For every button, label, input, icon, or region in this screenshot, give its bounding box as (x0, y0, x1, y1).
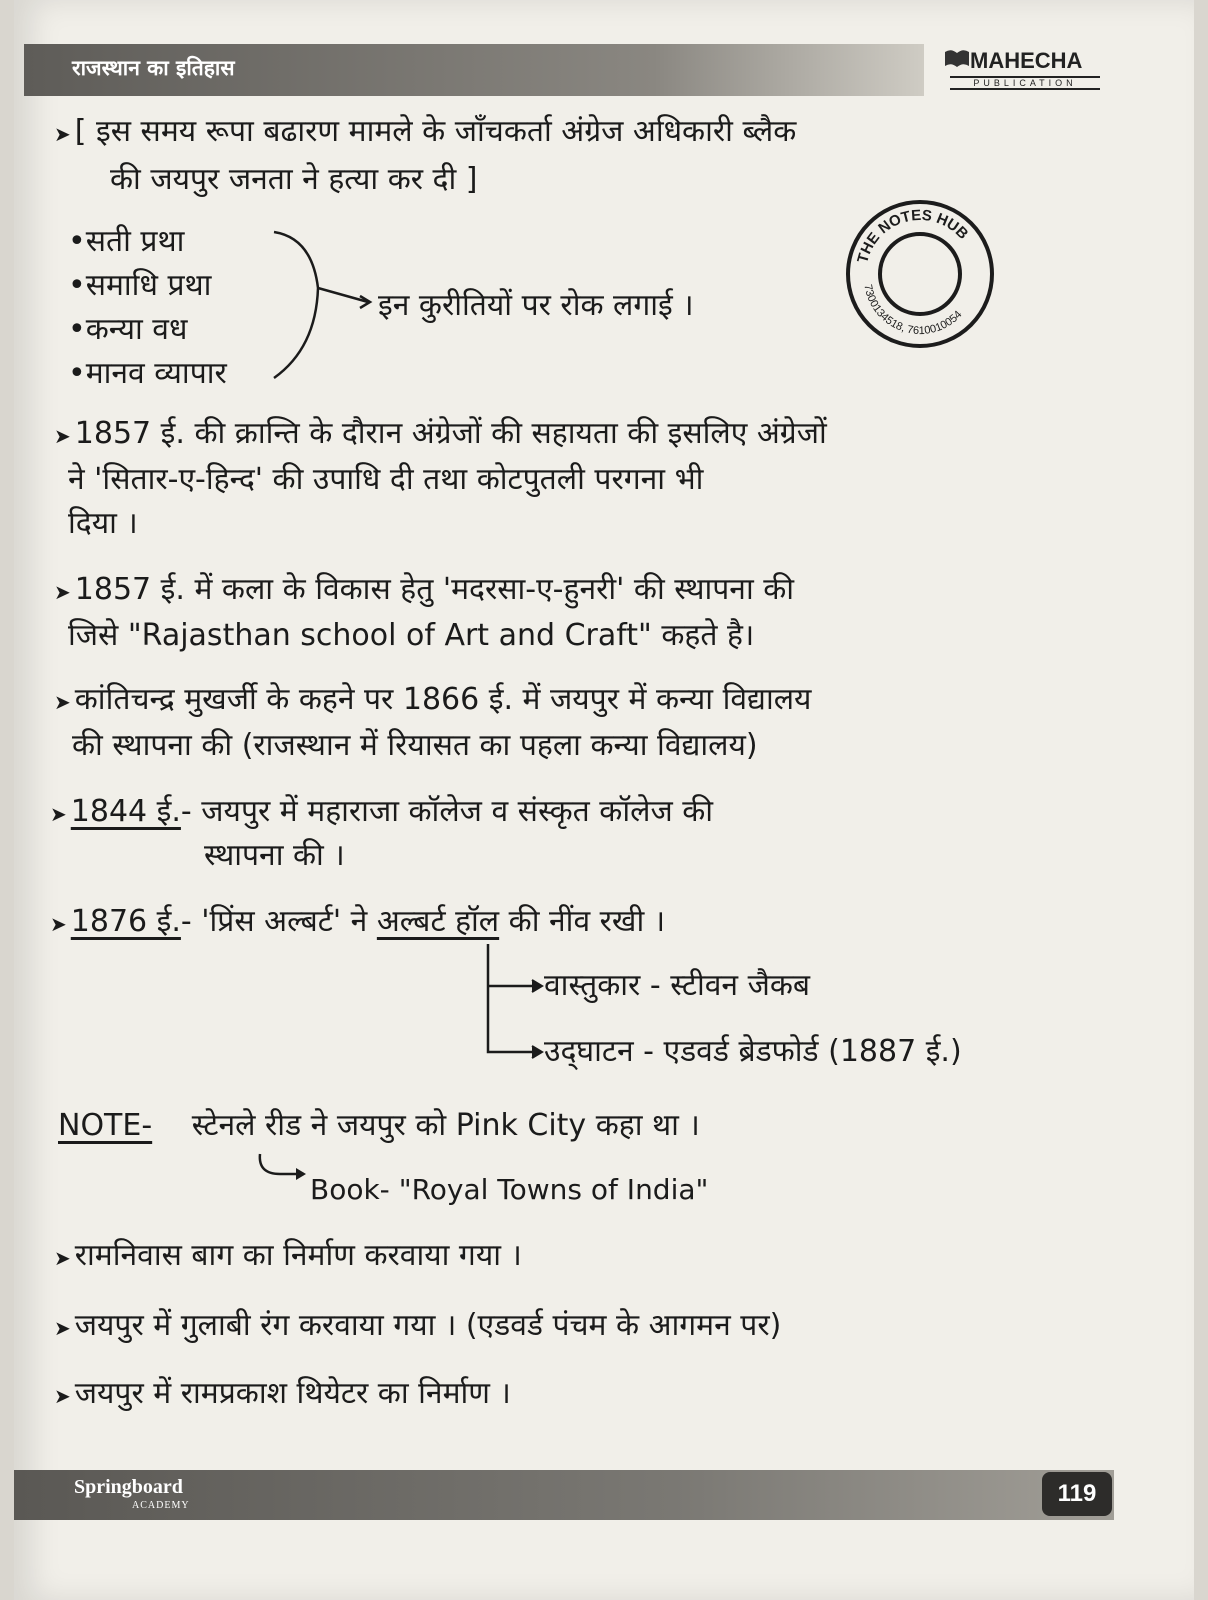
entry-black-murder-cont: की जयपुर जनता ने हत्या कर दी ] (110, 162, 478, 197)
list-item: •सती प्रथा (68, 224, 185, 259)
entry-black-murder: ➤ [ इस समय रूपा बढारण मामले के जाँचकर्ता अंग्रेज अधिकारी ब्लैक (54, 114, 797, 149)
note-label: NOTE- (58, 1108, 153, 1143)
list-item: •कन्या वध (68, 312, 188, 347)
entry-ramniwas-bagh: ➤ रामनिवास बाग का निर्माण करवाया गया । (54, 1238, 522, 1273)
arrow-bullet-icon: ➤ (54, 1246, 71, 1270)
publisher-sub: PUBLICATION (950, 76, 1100, 90)
book-icon (944, 48, 970, 70)
curved-arrow-icon (254, 1152, 314, 1188)
list-item: •मानव व्यापार (68, 356, 227, 391)
entry-1844-cont: स्थापना की । (204, 838, 345, 873)
footer-brand-sub: ACADEMY (132, 1500, 190, 1511)
arrow-bullet-icon: ➤ (54, 580, 71, 604)
entry-1857-revolution: ➤ 1857 ई. की क्रान्ति के दौरान अंग्रेजों की सहायता की इसलिए अंग्रेजों (54, 416, 827, 451)
stamp-seal-icon (844, 198, 996, 350)
branch-arrows-icon (480, 944, 550, 1084)
entry-madrasa-cont: जिसे "Rajasthan school of Art and Craft" कहते है। (68, 618, 755, 653)
arrow-bullet-icon: ➤ (54, 1316, 71, 1340)
book-page (14, 0, 1194, 1600)
arrow-bullet-icon: ➤ (50, 802, 67, 826)
publisher-logo (944, 46, 1104, 94)
publisher-name: MAHECHA (970, 48, 1083, 73)
arrow-bullet-icon: ➤ (54, 424, 71, 448)
entry-1844: ➤ 1844 ई.- जयपुर में महाराजा कॉलेज व संस्कृत कॉलेज की (50, 794, 714, 829)
notes-hub-stamp (844, 198, 996, 350)
list-result: इन कुरीतियों पर रोक लगाई । (378, 288, 694, 323)
svg-text:THE NOTES HUB: THE NOTES HUB (854, 206, 972, 265)
architect-branch: वास्तुकार - स्टीवन जैकब (544, 968, 811, 1003)
arrow-bullet-icon: ➤ (54, 1384, 71, 1408)
inauguration-branch: उद्‌घाटन - एडवर्ड ब्रेडफोर्ड (1887 ई.) (544, 1034, 962, 1069)
entry-pink-color: ➤ जयपुर में गुलाबी रंग करवाया गया । (एडवर्ड पंचम के आगमन पर) (54, 1308, 782, 1343)
chapter-title: राजस्थान का इतिहास (72, 56, 235, 80)
list-item: •समाधि प्रथा (68, 268, 212, 303)
entry-girls-school-cont: की स्थापना की (राजस्थान में रियासत का पहला कन्या विद्यालय) (72, 728, 758, 763)
arrow-bullet-icon: ➤ (54, 690, 71, 714)
entry-madrasa: ➤ 1857 ई. में कला के विकास हेतु 'मदरसा-ए-हुनरी' की स्थापना की (54, 572, 795, 607)
arrow-bullet-icon: ➤ (54, 122, 71, 146)
note-line: NOTE- स्टेनले रीड ने जयपुर को Pink City कहा था । (58, 1108, 700, 1143)
svg-text:7300134518, 7610010054: 7300134518, 7610010054 (861, 283, 965, 338)
entry-1876: ➤ 1876 ई.- 'प्रिंस अल्बर्ट' ने अल्बर्ट हॉल की नींव रखी । (50, 904, 666, 939)
entry-girls-school: ➤ कांतिचन्द्र मुखर्जी के कहने पर 1866 ई. में जयपुर में कन्या विद्यालय (54, 682, 812, 717)
entry-1857-revolution-cont: ने 'सितार-ए-हिन्द' की उपाधि दी तथा कोटपुतली परगना भी (68, 462, 704, 497)
entry-ramprakash-theatre: ➤ जयपुर में रामप्रकाश थियेटर का निर्माण । (54, 1376, 511, 1411)
arrow-bullet-icon: ➤ (50, 912, 67, 936)
entry-1857-revolution-cont2: दिया । (68, 506, 138, 541)
brace-arrow-icon (272, 228, 382, 388)
page-number: 119 (1042, 1472, 1112, 1516)
footer-brand: Springboard (74, 1476, 183, 1498)
book-reference: Book- "Royal Towns of India" (310, 1173, 709, 1206)
